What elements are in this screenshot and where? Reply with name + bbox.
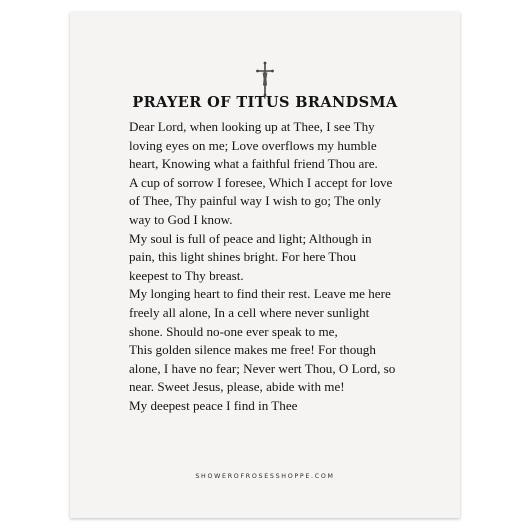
prayer-line: alone, I have no fear; Never wert Thou, O Lord, so [129,360,396,376]
prayer-line: freely all alone, In a cell where never sunlight [129,304,370,320]
prayer-card [70,12,460,518]
prayer-line: pain, this light shines bright. For here Thou [129,249,357,265]
prayer-line: This golden silence makes me free! For though [129,342,376,358]
prayer-line: keepest to Thy breast. [129,267,244,283]
prayer-line: My soul is full of peace and light; Although in [129,230,372,246]
prayer-text [129,118,449,416]
prayer-line: of Thee, Thy painful way I wish to go; The only [129,193,382,209]
prayer-line: A cup of sorrow I foresee, Which I accept for love [129,174,393,190]
prayer-line: Dear Lord, when looking up at Thee, I see Thy [129,119,375,134]
prayer-line: heart, Knowing what a faithful friend Thou are. [129,156,378,172]
website-footer: SHOWEROFROSESSHOPPE.COM [195,473,335,480]
prayer-line: My longing heart to find their rest. Leave me here [129,286,391,302]
prayer-title: PRAYER OF TITUS BRANDSMA [132,94,398,111]
prayer-line: loving eyes on me; Love overflows my humble [129,137,377,153]
prayer-line: My deepest peace I find in Thee [129,397,298,413]
crucifix-icon [255,61,275,97]
prayer-line: near. Sweet Jesus, please, abide with me! [129,379,345,395]
prayer-line: shone. Should no-one ever speak to me, [129,323,338,339]
prayer-line: way to God I know. [129,211,233,227]
